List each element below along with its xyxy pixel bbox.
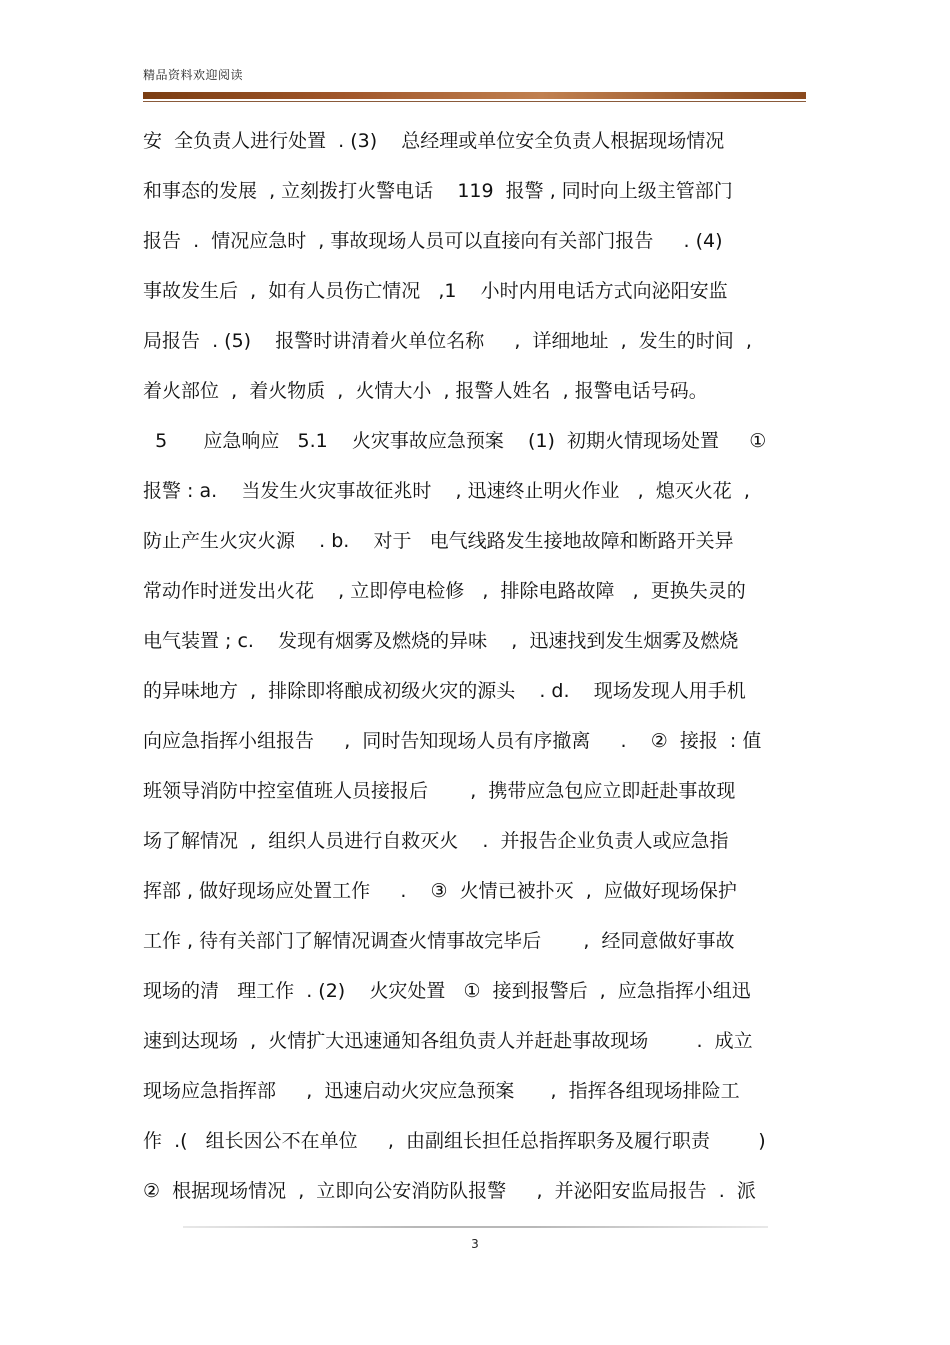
text-line: 电气装置 ; c. 发现有烟雾及燃烧的异味 , 迅速找到发生烟雾及燃烧 (143, 630, 739, 652)
text-line: 常动作时迸发出火花 , 立即停电检修 , 排除电路故障 , 更换失灵的 (143, 580, 746, 602)
text-line: 挥部 , 做好现场应处置工作 . ③ 火情已被扑灭 , 应做好现场保护 (143, 880, 737, 902)
text-line: 防止产生火灾火源 . b. 对于 电气线路发生接地故障和断路开关异 (143, 530, 734, 552)
body-text (143, 118, 811, 1218)
text-line: 报警 : a. 当发生火灾事故征兆时 , 迅速终止明火作业 , 熄灭火花 , (143, 480, 750, 502)
text-line: ② 根据现场情况 , 立即向公安消防队报警 , 并泌阳安监局报告 . 派 (143, 1180, 756, 1202)
text-line: 的异味地方 , 排除即将酿成初级火灾的源头 . d. 现场发现人用手机 (143, 680, 746, 702)
text-line: 5 应急响应 5.1 火灾事故应急预案 (1) 初期火情现场处置 ① (143, 430, 767, 452)
text-line: 安 全负责人进行处置 . (3) 总经理或单位安全负责人根据现场情况 (143, 130, 725, 152)
text-line: 作 .( 组长因公不在单位 , 由副组长担任总指挥职务及履行职责 ) (143, 1130, 766, 1152)
header-divider-thin (143, 101, 806, 102)
text-line: 速到达现场 , 火情扩大迅速通知各组负责人并赶赴事故现场 . 成立 (143, 1030, 753, 1052)
text-line: 和事态的发展 , 立刻拨打火警电话 119 报警 , 同时向上级主管部门 (143, 180, 733, 202)
header-divider (143, 92, 806, 99)
text-line: 局报告 . (5) 报警时讲清着火单位名称 , 详细地址 , 发生的时间 , (143, 330, 752, 352)
text-line: 着火部位 , 着火物质 , 火情大小 , 报警人姓名 , 报警电话号码。 (143, 380, 708, 402)
text-line: 事故发生后 , 如有人员伤亡情况 ,1 小时内用电话方式向泌阳安监 (143, 280, 728, 302)
footer-divider (183, 1226, 768, 1228)
text-line: 报告 . 情况应急时 , 事故现场人员可以直接向有关部门报告 . (4) (143, 230, 723, 252)
text-line: 现场的清 理工作 . (2) 火灾处置 ① 接到报警后 , 应急指挥小组迅 (143, 980, 751, 1002)
text-line: 现场应急指挥部 , 迅速启动火灾应急预案 , 指挥各组现场排险工 (143, 1080, 740, 1102)
text-line: 场了解情况 , 组织人员进行自救灭火 . 并报告企业负责人或应急指 (143, 830, 729, 852)
text-line: 班领导消防中控室值班人员接报后 , 携带应急包应立即赶赴事故现 (143, 780, 736, 802)
text-line: 向应急指挥小组报告 , 同时告知现场人员有序撤离 . ② 接报 : 值 (143, 730, 762, 752)
text-line: 工作 , 待有关部门了解情况调查火情事故完毕后 , 经同意做好事故 (143, 930, 735, 952)
page-header: 精品资料欢迎阅读 (143, 68, 244, 82)
page-number: 3 (471, 1237, 479, 1251)
